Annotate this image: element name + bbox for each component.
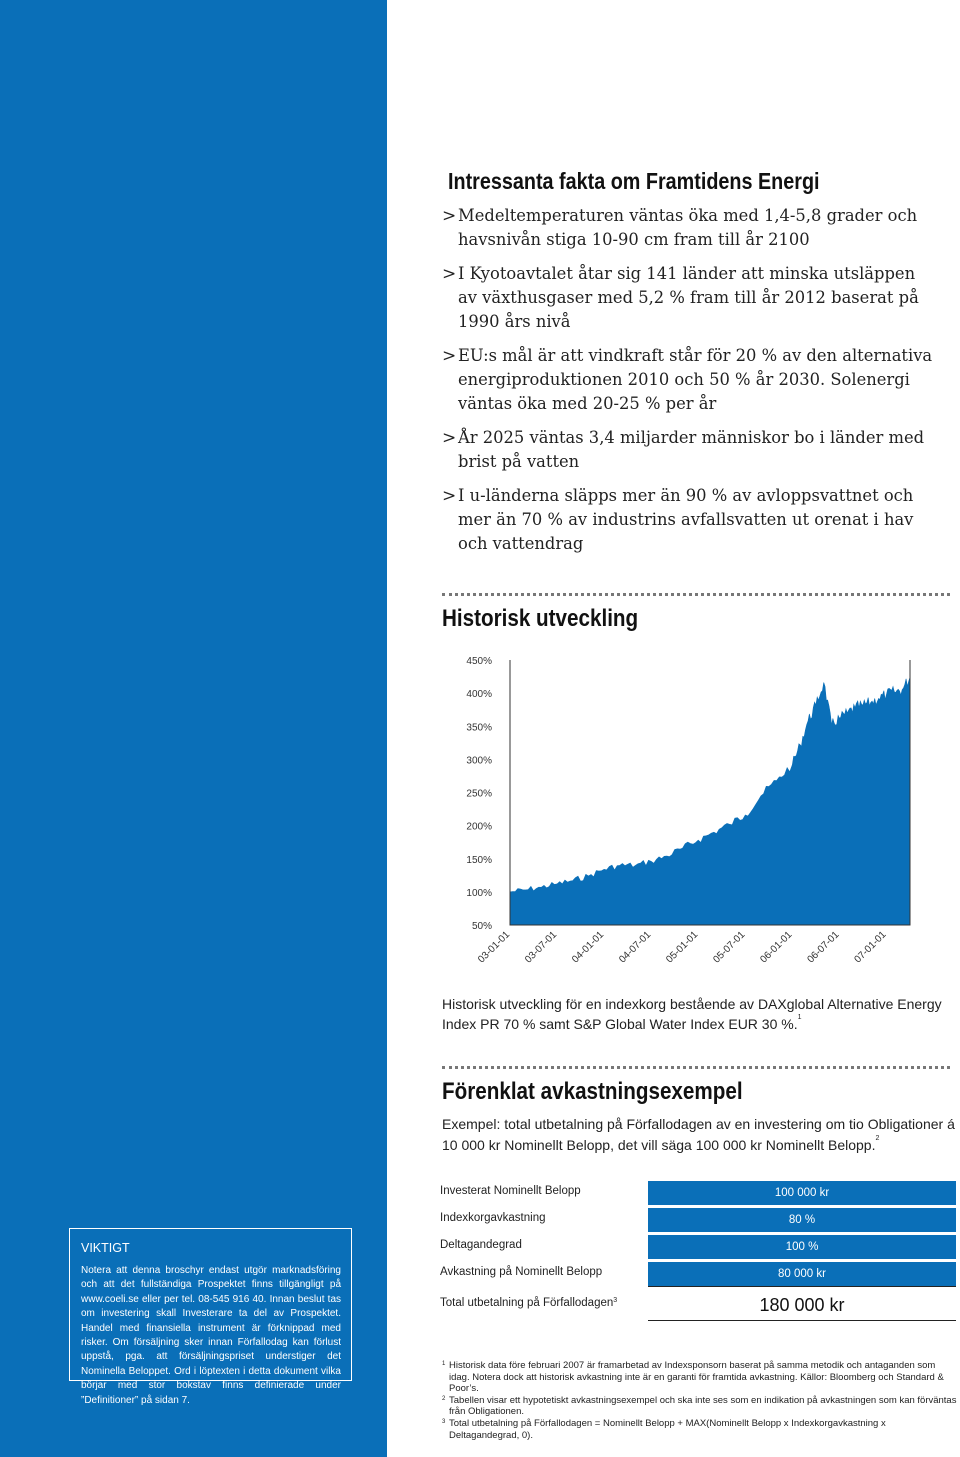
footnotes <box>442 1360 957 1441</box>
fact-item <box>442 344 957 416</box>
table-row-label: Indexkorgavkastning <box>440 1212 546 1224</box>
important-notice-title: VIKTIGT <box>81 1241 130 1255</box>
table-row-label: Avkastning på Nominellt Belopp <box>440 1266 603 1278</box>
table-total-value: 180 000 kr <box>759 1295 845 1315</box>
y-tick-label: 50% <box>471 921 492 932</box>
footnote-number: 1 <box>442 1361 446 1367</box>
series-area <box>510 677 910 925</box>
bullet-marker: > <box>442 206 457 226</box>
table-total-row <box>440 1290 956 1314</box>
example-body: Exempel: total utbetalning på Förfallodagen av en investering om tio Obligationer á 10 000 kr Nominellt Belopp, det vill säga 100 000 kr Nominellt Belopp. <box>442 1116 955 1153</box>
table-rule <box>648 1286 956 1287</box>
fact-item <box>442 426 957 474</box>
bullet-marker: > <box>442 264 457 284</box>
y-tick-label: 250% <box>466 788 492 800</box>
x-tick-label: 07-01-01 <box>852 929 889 966</box>
bullet-marker: > <box>442 346 457 366</box>
important-notice-box <box>69 1228 352 1406</box>
table-row-value: 100 000 kr <box>648 1181 956 1205</box>
caption-text: Historisk utveckling för en indexkorg bestående av DAXglobal Alternative Energy Index PR 70 % samt S&P Global Water Index EUR 30 %. <box>442 996 942 1032</box>
x-tick-label: 06-07-01 <box>805 929 842 966</box>
table-total-label <box>440 1297 617 1309</box>
fact-item <box>442 204 957 252</box>
fact-text: I Kyotoavtalet åtar sig 141 länder att minska utsläppen av växthusgaser med 5,2 % fram till år 2012 baserat på 1990 års nivå <box>458 264 919 332</box>
fact-text: Medeltemperaturen väntas öka med 1,4-5,8 grader och havsnivån stiga 10-90 cm fram till år 2100 <box>458 206 918 250</box>
y-tick-label: 400% <box>466 689 492 701</box>
table-row-label: Deltagandegrad <box>440 1239 522 1251</box>
table-row <box>440 1235 956 1259</box>
fact-text: EU:s mål är att vindkraft står för 20 % av den alternativa energiproduktionen 2010 och 50 % år 2030. Solenergi väntas öka med 20-25 % per år <box>458 346 933 414</box>
table-row-value: 80 000 kr <box>648 1262 956 1286</box>
table-row <box>440 1181 956 1205</box>
fact-text: I u-länderna släpps mer än 90 % av avloppsvattnet och mer än 70 % av industrins avfallsvatten ut orenat i hav och vattendrag <box>458 486 914 554</box>
footnote <box>442 1395 957 1418</box>
dotted-divider <box>442 1066 950 1069</box>
x-tick-label: 06-01-01 <box>758 929 795 966</box>
fact-item <box>442 484 957 556</box>
example-footnote-ref: 2 <box>875 1135 880 1142</box>
caption-footnote-ref: 1 <box>797 1014 802 1021</box>
footnote-text: Tabellen visar ett hypotetiskt avkastningsexempel och ska inte ses som en indikation på avkastningen som kan förväntas från Obligationen. <box>449 1394 957 1418</box>
facts-list <box>442 204 957 566</box>
footnote-text: Total utbetalning på Förfallodagen = Nominellt Belopp + MAX(Nominellt Belopp x Indexkorgavkastning x Deltagandegrad, 0). <box>449 1417 886 1441</box>
fact-item <box>442 262 957 334</box>
footnote <box>442 1418 957 1441</box>
important-notice-text: Notera att denna broschyr endast utgör marknadsföring och att det fullständiga Prospektet finns tillgängligt på www.coeli.se eller per tel. 08-545 916 40. Innan beslut tas om investering skall Investerare ta del av Prospektet. Handel med finansiella instrument är förknippad med risker. Om försäljning sker innan Förfallodag kan förlust uppstå, pga. att försäljningspriset understiger det Nominella Beloppet. Ord i löptexten i detta dokument vilka börjar med stor bokstav finns definierade under ”Definitioner” på sidan 7. <box>81 1265 341 1406</box>
total-footnote-ref: 3 <box>613 1297 618 1304</box>
y-tick-label: 100% <box>466 887 492 899</box>
x-tick-label: 03-01-01 <box>476 929 513 966</box>
fact-text: År 2025 väntas 3,4 miljarder människor bo i länder med brist på vatten <box>458 428 925 472</box>
bullet-marker: > <box>442 486 457 506</box>
y-tick-label: 150% <box>466 854 492 866</box>
history-caption <box>442 994 960 1034</box>
history-area-chart <box>440 650 940 980</box>
table-row-value: 100 % <box>648 1235 956 1259</box>
x-tick-label: 05-01-01 <box>664 929 701 966</box>
table-row-value: 80 % <box>648 1208 956 1232</box>
y-tick-label: 450% <box>466 656 492 667</box>
x-tick-label: 05-07-01 <box>711 929 748 966</box>
footnote-number: 3 <box>442 1418 446 1425</box>
facts-title: Intressanta fakta om Framtidens Energi <box>448 168 820 194</box>
table-row <box>440 1262 956 1286</box>
footnote-text: Historisk data före februari 2007 är framarbetad av Indexsponsorn baserat på samma metodik och antaganden som idag. Notera dock att historisk avkastning inte är en garanti för framtida avkastning. Källor: Bloomberg och Standard & Poor’s. <box>449 1360 944 1395</box>
table-rule <box>648 1320 956 1321</box>
dotted-divider <box>442 593 950 596</box>
example-text <box>442 1114 960 1156</box>
x-tick-label: 04-07-01 <box>617 929 654 966</box>
example-title: Förenklat avkastningsexempel <box>442 1078 743 1105</box>
total-label-text: Total utbetalning på Förfallodagen <box>440 1297 614 1309</box>
footnote-number: 2 <box>442 1395 446 1402</box>
y-tick-label: 350% <box>466 722 492 734</box>
y-tick-label: 300% <box>466 755 492 767</box>
bullet-marker: > <box>442 428 457 448</box>
footnote <box>442 1360 957 1395</box>
table-row <box>440 1208 956 1232</box>
table-row-label: Investerat Nominellt Belopp <box>440 1185 581 1197</box>
y-tick-label: 200% <box>466 821 492 833</box>
x-tick-label: 04-01-01 <box>570 929 607 966</box>
history-title: Historisk utveckling <box>442 605 639 632</box>
x-tick-label: 03-07-01 <box>523 929 560 966</box>
